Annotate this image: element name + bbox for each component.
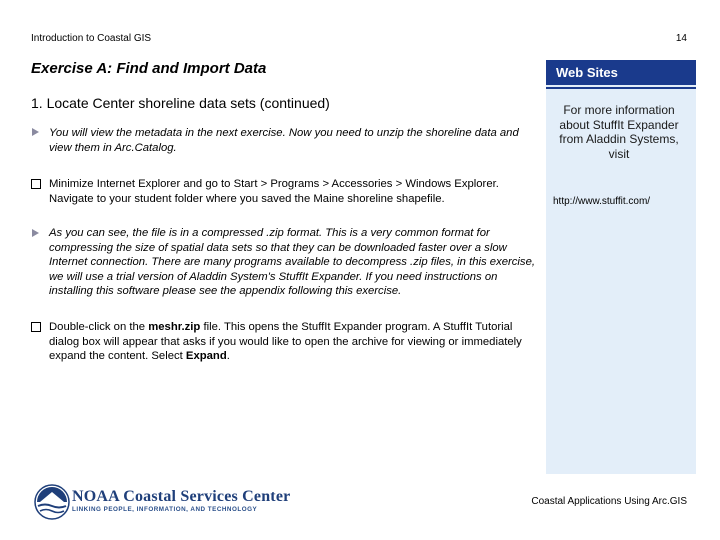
org-name: NOAA Coastal Services Center <box>72 488 291 505</box>
org-tagline: LINKING PEOPLE, INFORMATION, AND TECHNOLOGY <box>72 506 258 513</box>
sidebar-divider <box>546 87 696 89</box>
note-paragraph: You will view the metadata in the next exercise. Now you need to unzip the shoreline data and view them in Arc.Catalog. <box>49 127 519 154</box>
stuffit-link[interactable]: http://www.stuffit.com/ <box>553 196 651 207</box>
web-sites-sidebar <box>546 60 696 474</box>
course-footer: Coastal Applications Using Arc.GIS <box>531 496 687 507</box>
file-name: meshr.zip <box>148 321 201 333</box>
exercise-title: Exercise A: Find and Import Data <box>31 60 267 77</box>
noaa-logo-icon <box>34 484 70 520</box>
task-checkbox[interactable] <box>31 322 41 332</box>
action-name: Expand <box>185 350 227 363</box>
note-arrow-icon <box>32 128 39 136</box>
task-text: . <box>226 350 230 363</box>
course-title: Introduction to Coastal GIS <box>31 33 152 44</box>
note-paragraph: As you can see, the file is in a compressed .zip format. This is a very common format for compressing the size of spatial data sets so that they can be downloaded faster over a slow Internet connection. There are many programs available to decompress .zip files, in this exercise, we will use a trial version of Aladdin System's StuffIt Expander. If you need instructions on installing this software please see the appendix following this exercise. <box>49 227 535 298</box>
task-checkbox[interactable] <box>31 179 41 189</box>
sidebar-heading: Web Sites <box>546 60 696 85</box>
task-text: file. This opens the StuffIt Expander program. A StuffIt Tutorial dialog box will appear that asks if you would like to open the archive for viewing or immediately expand the content. Select <box>49 321 522 363</box>
page-number: 14 <box>675 33 687 44</box>
note-arrow-icon <box>32 229 39 237</box>
task-paragraph <box>49 320 539 364</box>
step-heading: 1. Locate Center shoreline data sets (continued) <box>31 95 330 111</box>
sidebar-info: For more information about StuffIt Expander from Aladdin Systems, visit <box>559 103 679 161</box>
task-paragraph: Minimize Internet Explorer and go to Start > Programs > Accessories > Windows Explorer. Navigate to your student folder where you saved the Maine shoreline shapefile. <box>49 178 499 205</box>
task-text: Double-click on the <box>49 321 149 333</box>
